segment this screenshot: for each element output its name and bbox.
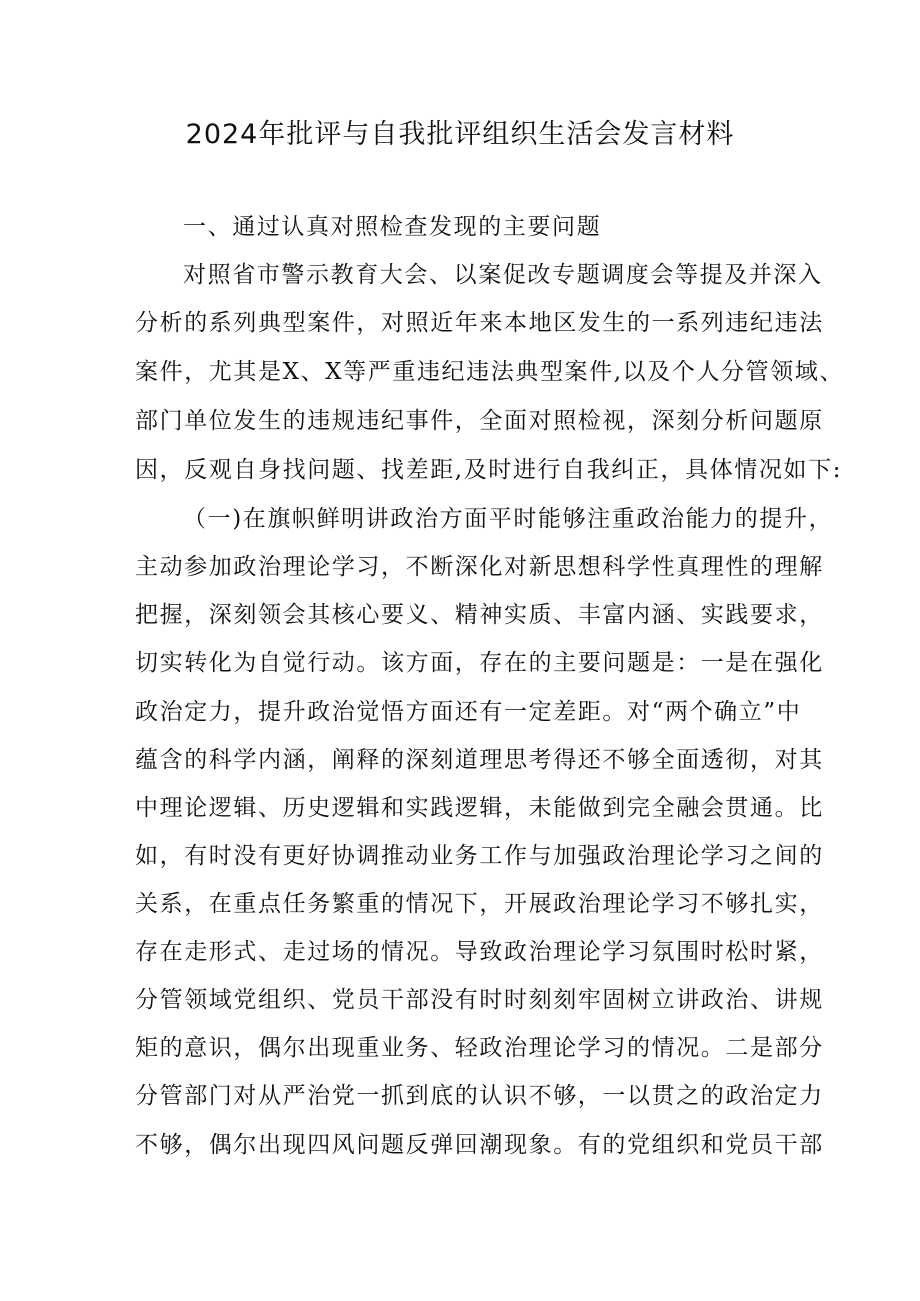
paragraph-line: 矩的意识，偶尔出现重业务、轻政治理论学习的情况。二是部分 [135, 1035, 824, 1061]
paragraph-line: 主动参加政治理论学习，不断深化对新思想科学性真理性的理解 [135, 554, 824, 580]
paragraph-line: 蕴含的科学内涵，阐释的深刻道理思考得还不够全面透彻，对其 [135, 747, 824, 773]
paragraph-line: 关系，在重点任务繁重的情况下，开展政治理论学习不够扎实， [135, 891, 824, 917]
paragraph-line: 因，反观自身找问题、找差距,及时进行自我纠正，具体情况如下: [135, 457, 843, 483]
paragraph-line: 对照省市警示教育大会、以案促改专题调度会等提及并深入 [183, 262, 823, 288]
paragraph-line: 不够，偶尔出现四风问题反弹回潮现象。有的党组织和党员干部 [135, 1132, 824, 1158]
paragraph-line: 切实转化为自觉行动。该方面，存在的主要问题是：一是在强化 [135, 650, 824, 676]
paragraph-line: 部门单位发生的违规违纪事件，全面对照检视，深刻分析问题原 [135, 408, 824, 434]
paragraph-line: 把握，深刻领会其核心要义、精神实质、丰富内涵、实践要求， [135, 602, 824, 628]
paragraph-line: 中理论逻辑、历史逻辑和实践逻辑，未能做到完全融会贯通。比 [135, 795, 824, 821]
paragraph-line: （一)在旗帜鲜明讲政治方面平时能够注重政治能力的提升， [183, 506, 834, 532]
paragraph-line: 如，有时没有更好协调推动业务工作与加强政治理论学习之间的 [135, 843, 824, 869]
paragraph-line: 存在走形式、走过场的情况。导致政治理论学习氛围时松时紧， [135, 939, 824, 965]
paragraph-line: 案件，尤其是X、X等严重违纪违法典型案件,以及个人分管领域、 [135, 359, 845, 385]
paragraph-line: 分管部门对从严治党一抓到底的认识不够，一以贯之的政治定力 [135, 1083, 824, 1109]
section-heading: 一、通过认真对照检查发现的主要问题 [183, 214, 602, 240]
document-title: 2024年批评与自我批评组织生活会发言材料 [185, 119, 735, 150]
paragraph-line: 政治定力，提升政治觉悟方面还有一定差距。对“两个确立”中 [135, 699, 802, 725]
paragraph-line: 分管领域党组织、党员干部没有时时刻刻牢固树立讲政治、讲规 [135, 987, 824, 1013]
paragraph-line: 分析的系列典型案件，对照近年来本地区发生的一系列违纪违法 [135, 310, 824, 336]
